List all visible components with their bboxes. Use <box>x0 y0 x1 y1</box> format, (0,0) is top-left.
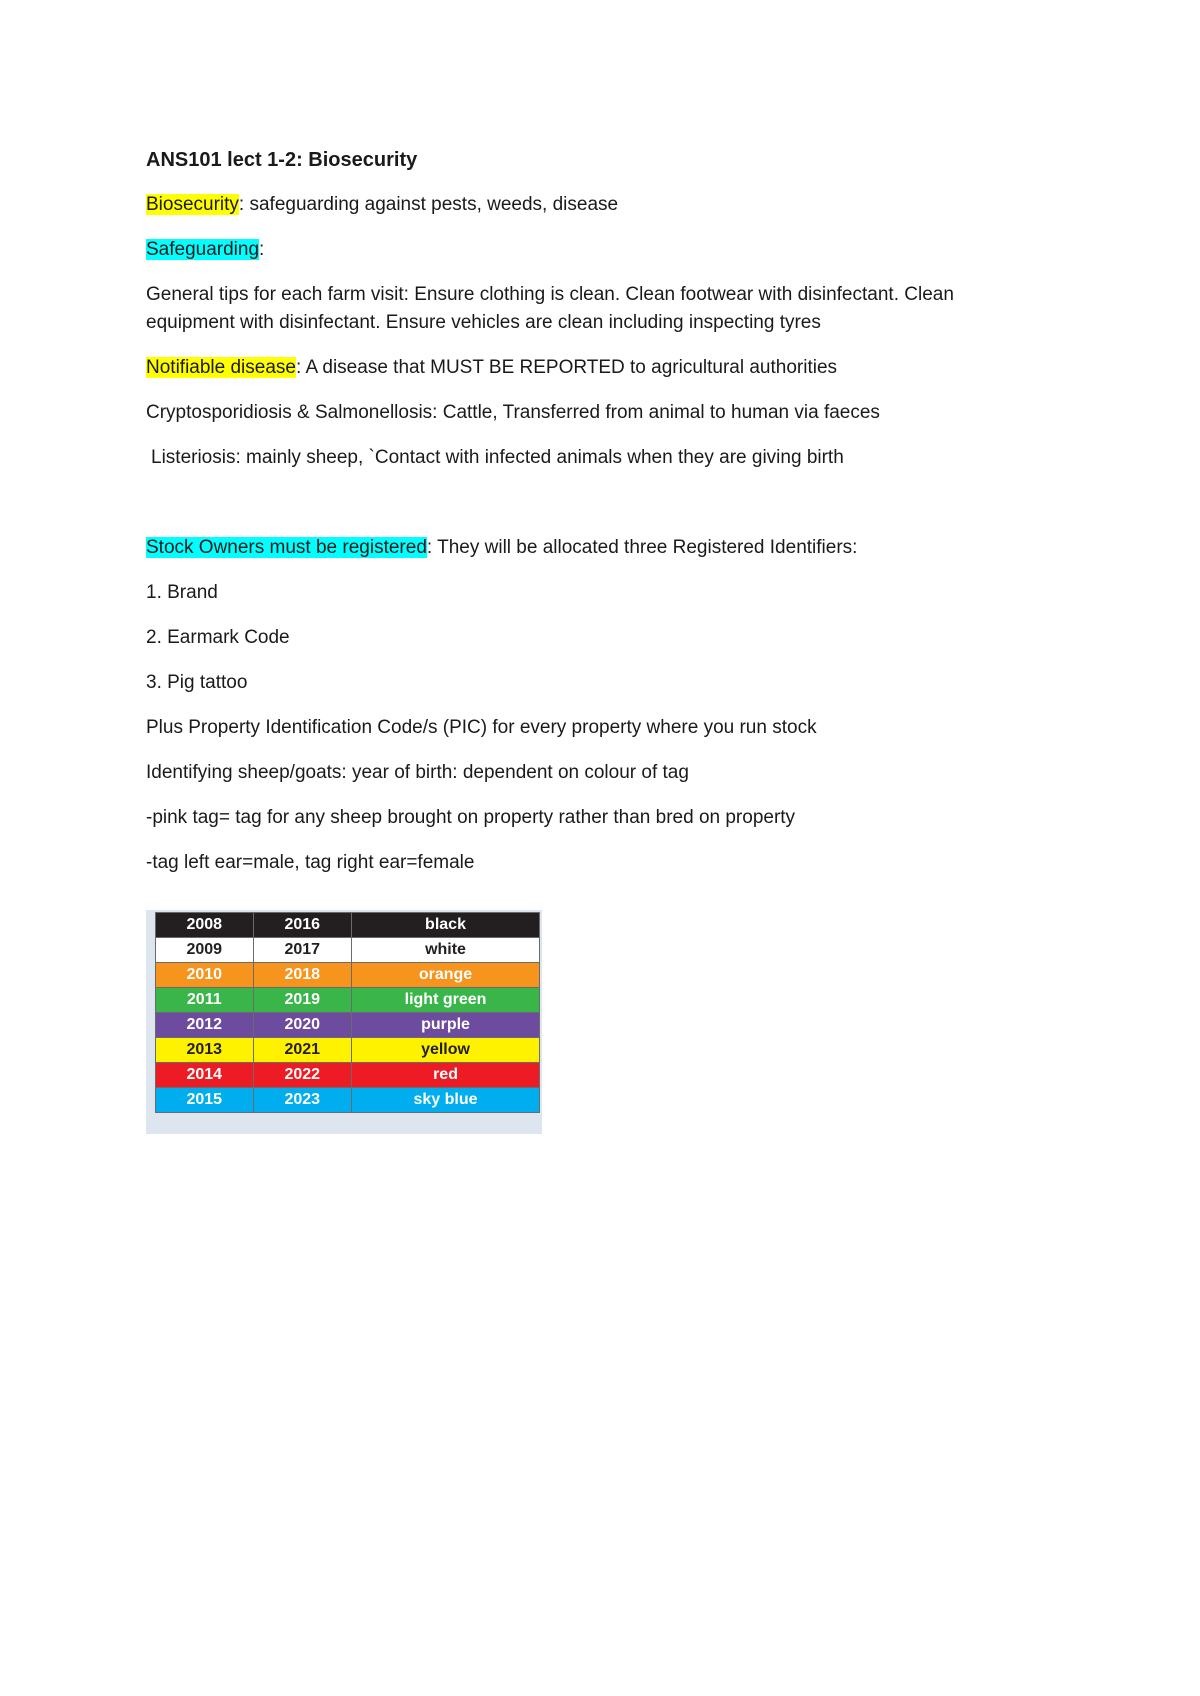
table-row <box>156 1088 540 1113</box>
pink-tag-note: -pink tag= tag for any sheep brought on property rather than bred on property <box>146 807 796 828</box>
notifiable-def: : A disease that MUST BE REPORTED to agricultural authorities <box>295 357 838 378</box>
notifiable-disease-definition <box>146 354 1046 382</box>
year-cell: 2020 <box>253 1013 352 1038</box>
year-cell: 2023 <box>253 1088 352 1113</box>
colour-cell: purple <box>352 1013 540 1038</box>
notifiable-term: Notifiable disease <box>146 357 296 378</box>
listeriosis: Listeriosis: mainly sheep, `Contact with infected animals when they are giving birth <box>151 447 844 468</box>
stock-owners-registration <box>146 534 1046 562</box>
biosecurity-def: : safeguarding against pests, weeds, disease <box>238 194 619 215</box>
year-cell: 2016 <box>253 913 352 938</box>
colour-cell: red <box>352 1063 540 1088</box>
year-cell: 2008 <box>156 913 254 938</box>
tag-colour-table <box>155 912 540 1113</box>
colour-cell: light green <box>352 988 540 1013</box>
table-row <box>156 963 540 988</box>
list-item-earmark: 2. Earmark Code <box>146 627 290 648</box>
year-cell: 2015 <box>156 1088 254 1113</box>
colour-cell: black <box>352 913 540 938</box>
table-row <box>156 988 540 1013</box>
year-cell: 2018 <box>253 963 352 988</box>
biosecurity-definition <box>146 191 1046 219</box>
list-item-pig-tattoo: 3. Pig tattoo <box>146 672 248 693</box>
table-row <box>156 938 540 963</box>
crypto-salmonellosis: Cryptosporidiosis & Salmonellosis: Cattle, Transferred from animal to human via faeces <box>146 402 880 423</box>
year-cell: 2010 <box>156 963 254 988</box>
table-row <box>156 913 540 938</box>
year-cell: 2022 <box>253 1063 352 1088</box>
year-cell: 2012 <box>156 1013 254 1038</box>
safeguarding-term: Safeguarding <box>146 239 260 260</box>
year-cell: 2019 <box>253 988 352 1013</box>
blank-line <box>146 489 1046 534</box>
colour-cell: yellow <box>352 1038 540 1063</box>
tag-colour-table-image <box>146 910 542 1134</box>
general-tips: General tips for each farm visit: Ensure clothing is clean. Clean footwear with disinfectant. Clean equipment with disinfectant. Ensure vehicles are clean including inspecting tyres <box>146 284 954 333</box>
safeguarding-heading <box>146 236 1046 264</box>
pic-note: Plus Property Identification Code/s (PIC) for every property where you run stock <box>146 717 817 738</box>
page-title: ANS101 lect 1-2: Biosecurity <box>146 149 418 171</box>
table-row <box>156 1038 540 1063</box>
year-cell: 2013 <box>156 1038 254 1063</box>
list-item-brand: 1. Brand <box>146 582 218 603</box>
table-row <box>156 1013 540 1038</box>
year-cell: 2009 <box>156 938 254 963</box>
ear-tag-note: -tag left ear=male, tag right ear=female <box>146 852 475 873</box>
safeguarding-colon: : <box>259 239 265 260</box>
table-row <box>156 1063 540 1088</box>
year-cell: 2014 <box>156 1063 254 1088</box>
identifying-sheep: Identifying sheep/goats: year of birth: dependent on colour of tag <box>146 762 689 783</box>
biosecurity-term: Biosecurity <box>146 194 239 215</box>
stock-def: : They will be allocated three Registered Identifiers: <box>426 537 858 558</box>
year-cell: 2017 <box>253 938 352 963</box>
colour-cell: orange <box>352 963 540 988</box>
document-body <box>146 146 1046 894</box>
colour-cell: white <box>352 938 540 963</box>
stock-term: Stock Owners must be registered <box>146 537 427 558</box>
colour-cell: sky blue <box>352 1088 540 1113</box>
year-cell: 2021 <box>253 1038 352 1063</box>
year-cell: 2011 <box>156 988 254 1013</box>
